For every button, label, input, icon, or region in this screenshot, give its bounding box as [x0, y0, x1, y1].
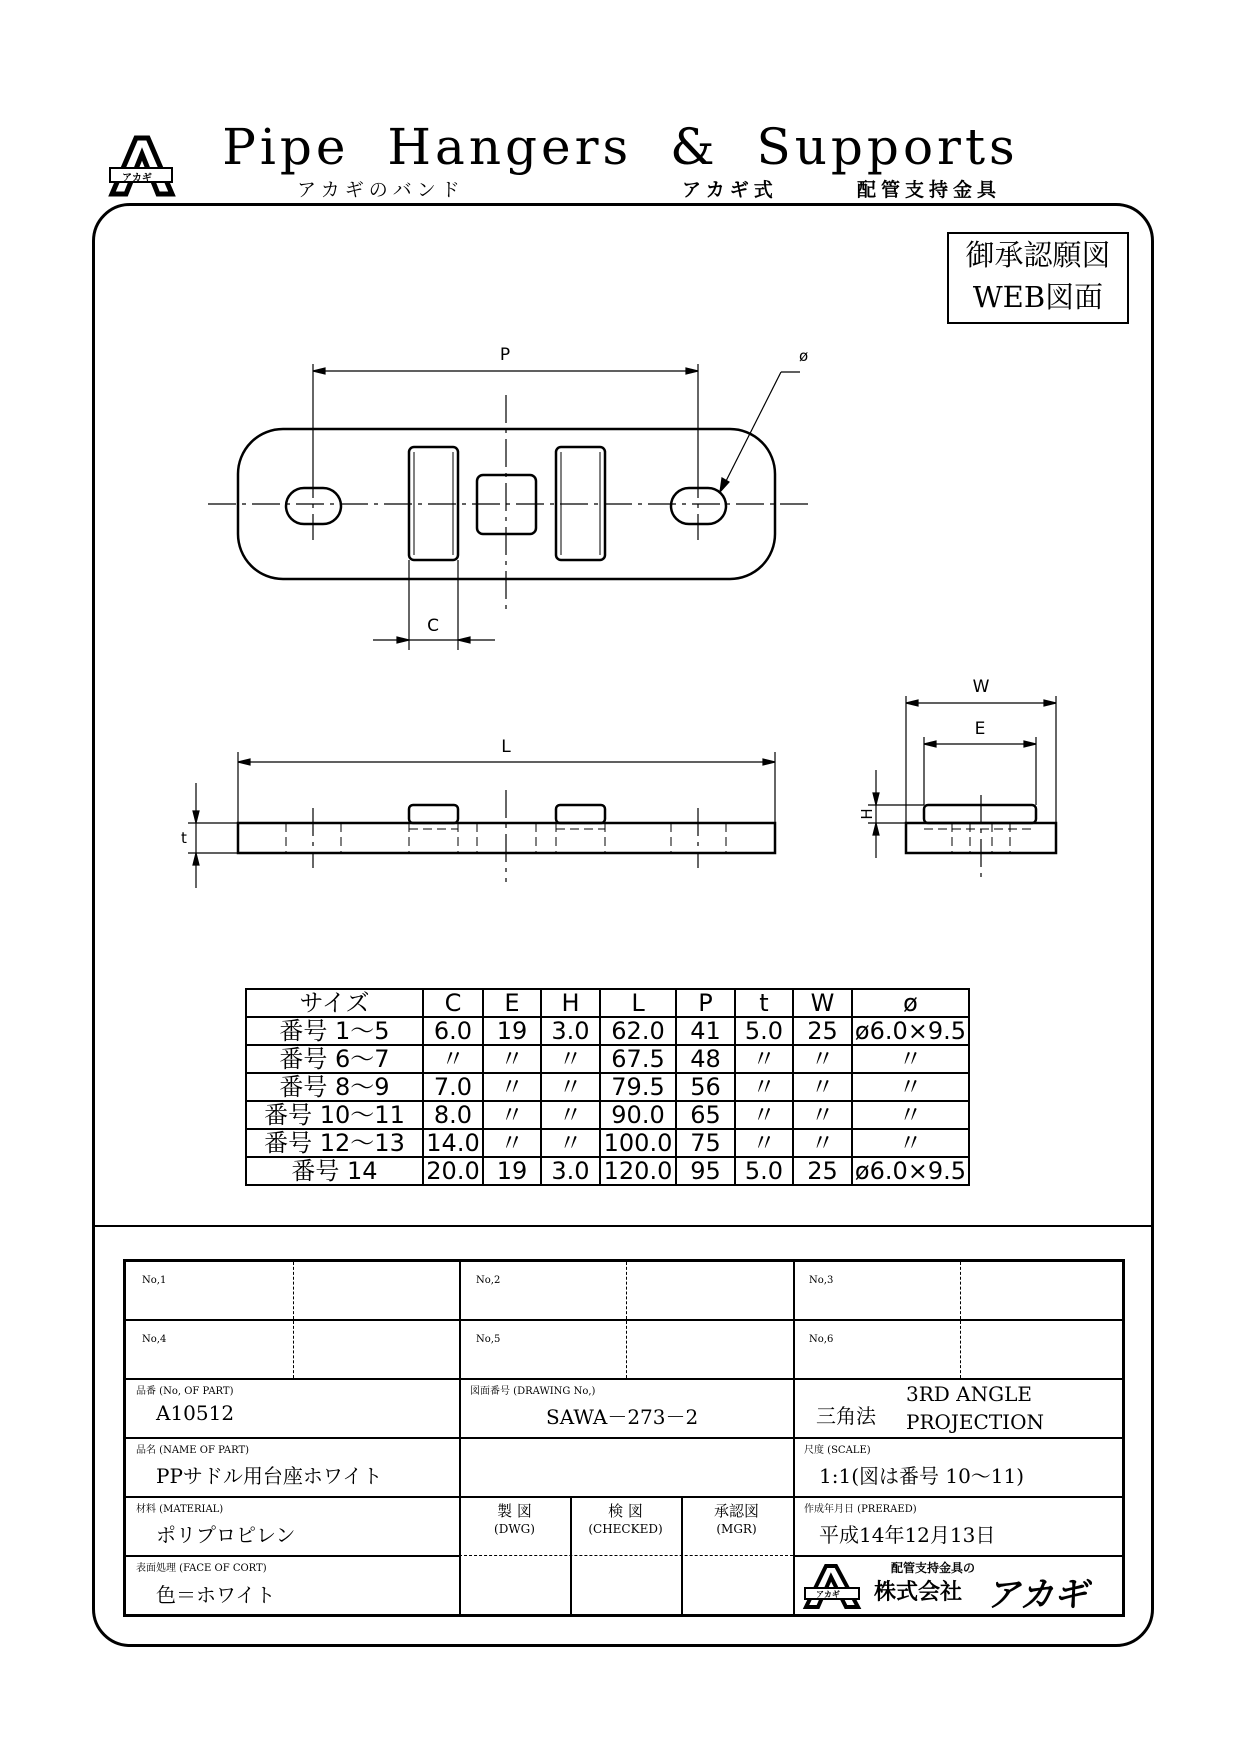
spec-cell: 〃 — [541, 1045, 600, 1073]
page-title: Pipe Hangers & Supports — [222, 118, 1019, 176]
spec-cell: 〃 — [735, 1073, 793, 1101]
mgr-en: (MGR) — [716, 1522, 757, 1536]
spec-cell: 6.0 — [423, 1017, 483, 1045]
spec-cell: 75 — [676, 1129, 735, 1157]
spec-cell: 〃 — [793, 1073, 852, 1101]
logo-small-text: アカギ — [122, 173, 152, 184]
header-sub-brand: アカギ式 — [682, 179, 778, 201]
spec-cell: 〃 — [541, 1101, 600, 1129]
dim-phi-label: ø — [799, 347, 809, 365]
header-phi: ø — [852, 989, 969, 1017]
revision-no-3: No,3 — [809, 1275, 834, 1286]
side-view-rib — [924, 805, 1036, 823]
spec-cell: 番号 12～13 — [246, 1129, 423, 1157]
header-p: P — [676, 989, 735, 1017]
spec-cell: 番号 8～9 — [246, 1073, 423, 1101]
prepared-value: 平成14年12月13日 — [819, 1523, 996, 1547]
spec-cell: 〃 — [423, 1045, 483, 1073]
checked-label — [570, 1502, 681, 1538]
spec-cell: 〃 — [541, 1073, 600, 1101]
header-c: C — [423, 989, 483, 1017]
spec-cell: 62.0 — [600, 1017, 676, 1045]
spec-cell: 25 — [793, 1017, 852, 1045]
front-right-rib — [556, 805, 605, 823]
spec-header-row — [246, 989, 969, 1017]
spec-cell: 〃 — [852, 1045, 969, 1073]
spec-cell: 65 — [676, 1101, 735, 1129]
company-brand: アカギ — [986, 1575, 1088, 1615]
spec-table — [245, 988, 970, 1186]
mgr-jp: 承認図 — [713, 1502, 759, 1520]
approval-line-2: WEB図面 — [972, 280, 1104, 314]
header-t: t — [735, 989, 793, 1017]
revision-no-4: No,4 — [142, 1334, 167, 1345]
spec-cell: 14.0 — [423, 1129, 483, 1157]
spec-row — [246, 1073, 969, 1101]
spec-cell: 〃 — [852, 1073, 969, 1101]
spec-cell: 番号 1～5 — [246, 1017, 423, 1045]
finish-value: 色＝ホワイト — [156, 1583, 276, 1607]
spec-cell: 〃 — [852, 1101, 969, 1129]
spec-cell: 〃 — [483, 1073, 541, 1101]
spec-cell: 〃 — [483, 1101, 541, 1129]
revision-no-5: No,5 — [476, 1334, 501, 1345]
prepared-label: 作成年月日 (PRERAED) — [804, 1504, 917, 1515]
dim-e-label: E — [974, 719, 986, 739]
spec-cell: 95 — [676, 1157, 735, 1185]
spec-cell: 〃 — [483, 1129, 541, 1157]
spec-cell: 番号 10～11 — [246, 1101, 423, 1129]
spec-cell: 5.0 — [735, 1157, 793, 1185]
dim-h-label: H — [858, 808, 876, 820]
checked-jp: 検 図 — [608, 1502, 643, 1520]
part-no-value: A10512 — [156, 1401, 235, 1425]
scale-label: 尺度 (SCALE) — [804, 1445, 871, 1456]
header-l: L — [600, 989, 676, 1017]
header-e: E — [483, 989, 541, 1017]
approval-line-1: 御承認願図 — [965, 238, 1111, 272]
material-value: ポリプロピレン — [156, 1523, 296, 1547]
header-size: サイズ — [246, 989, 423, 1017]
revision-no-6: No,6 — [809, 1334, 834, 1345]
spec-cell: 〃 — [541, 1129, 600, 1157]
company-logo-a-icon — [802, 1563, 862, 1609]
spec-cell: 番号 14 — [246, 1157, 423, 1185]
dim-c-label: C — [427, 616, 439, 636]
spec-cell: 120.0 — [600, 1157, 676, 1185]
header-sub-left: アカギのバンド — [297, 179, 465, 201]
part-no-label: 品番 (No, OF PART) — [136, 1386, 234, 1397]
spec-cell: 番号 6～7 — [246, 1045, 423, 1073]
spec-cell: ø6.0×9.5 — [852, 1157, 969, 1185]
spec-cell: 3.0 — [541, 1157, 600, 1185]
spec-cell: 〃 — [793, 1101, 852, 1129]
spec-cell: 5.0 — [735, 1017, 793, 1045]
spec-cell: 48 — [676, 1045, 735, 1073]
spec-cell: 〃 — [793, 1129, 852, 1157]
spec-cell: 〃 — [793, 1045, 852, 1073]
spec-row — [246, 1017, 969, 1045]
drawing-no-label: 図面番号 (DRAWING No,) — [470, 1386, 596, 1397]
spec-row — [246, 1129, 969, 1157]
dwg-label — [459, 1502, 570, 1538]
spec-cell: 41 — [676, 1017, 735, 1045]
header-h: H — [541, 989, 600, 1017]
revision-no-1: No,1 — [142, 1275, 167, 1286]
title-block — [123, 1259, 1125, 1617]
spec-cell: 〃 — [483, 1045, 541, 1073]
dim-w-label: W — [972, 677, 990, 697]
dim-p-label: P — [499, 345, 511, 365]
finish-label: 表面処理 (FACE OF CORT) — [136, 1563, 267, 1574]
header-w: W — [793, 989, 852, 1017]
company-name: 株式会社 — [874, 1580, 963, 1605]
spec-cell: 〃 — [852, 1129, 969, 1157]
dwg-jp: 製 図 — [497, 1502, 532, 1520]
spec-row — [246, 1045, 969, 1073]
company-tagline: 配管支持金具の — [891, 1561, 976, 1575]
spec-cell: 3.0 — [541, 1017, 600, 1045]
mgr-label — [681, 1502, 792, 1538]
drawing-no-value: SAWA－273－2 — [546, 1405, 699, 1429]
spec-cell: 56 — [676, 1073, 735, 1101]
spec-cell: 〃 — [735, 1101, 793, 1129]
checked-en: (CHECKED) — [588, 1522, 663, 1536]
spec-row — [246, 1157, 969, 1185]
spec-cell: 100.0 — [600, 1129, 676, 1157]
header-sub-right: 配管支持金具 — [857, 179, 1002, 201]
part-name-value: PPサドル用台座ホワイト — [156, 1464, 383, 1488]
part-name-label: 品名 (NAME OF PART) — [136, 1445, 250, 1456]
front-left-rib — [409, 805, 458, 823]
spec-cell: ø6.0×9.5 — [852, 1017, 969, 1045]
spec-cell: 8.0 — [423, 1101, 483, 1129]
spec-row — [246, 1101, 969, 1129]
projection-en-2: PROJECTION — [906, 1410, 1044, 1434]
dwg-en: (DWG) — [494, 1522, 535, 1536]
spec-cell: 67.5 — [600, 1045, 676, 1073]
dim-t-label: t — [181, 829, 187, 847]
dim-l-label: L — [501, 737, 511, 757]
projection-en-1: 3RD ANGLE — [906, 1382, 1032, 1406]
company-logo-small: アカギ — [816, 1590, 840, 1599]
spec-cell: 19 — [483, 1017, 541, 1045]
projection-jp: 三角法 — [816, 1404, 876, 1428]
spec-cell: 〃 — [735, 1045, 793, 1073]
spec-cell: 25 — [793, 1157, 852, 1185]
spec-cell: 79.5 — [600, 1073, 676, 1101]
spec-cell: 〃 — [735, 1129, 793, 1157]
material-label: 材料 (MATERIAL) — [136, 1504, 224, 1515]
spec-cell: 20.0 — [423, 1157, 483, 1185]
frame-divider — [93, 1225, 1153, 1227]
company-logo — [802, 1563, 862, 1609]
spec-cell: 19 — [483, 1157, 541, 1185]
spec-cell: 90.0 — [600, 1101, 676, 1129]
scale-value: 1:1(図は番号 10～11) — [819, 1464, 1025, 1488]
revision-no-2: No,2 — [476, 1275, 501, 1286]
spec-cell: 7.0 — [423, 1073, 483, 1101]
